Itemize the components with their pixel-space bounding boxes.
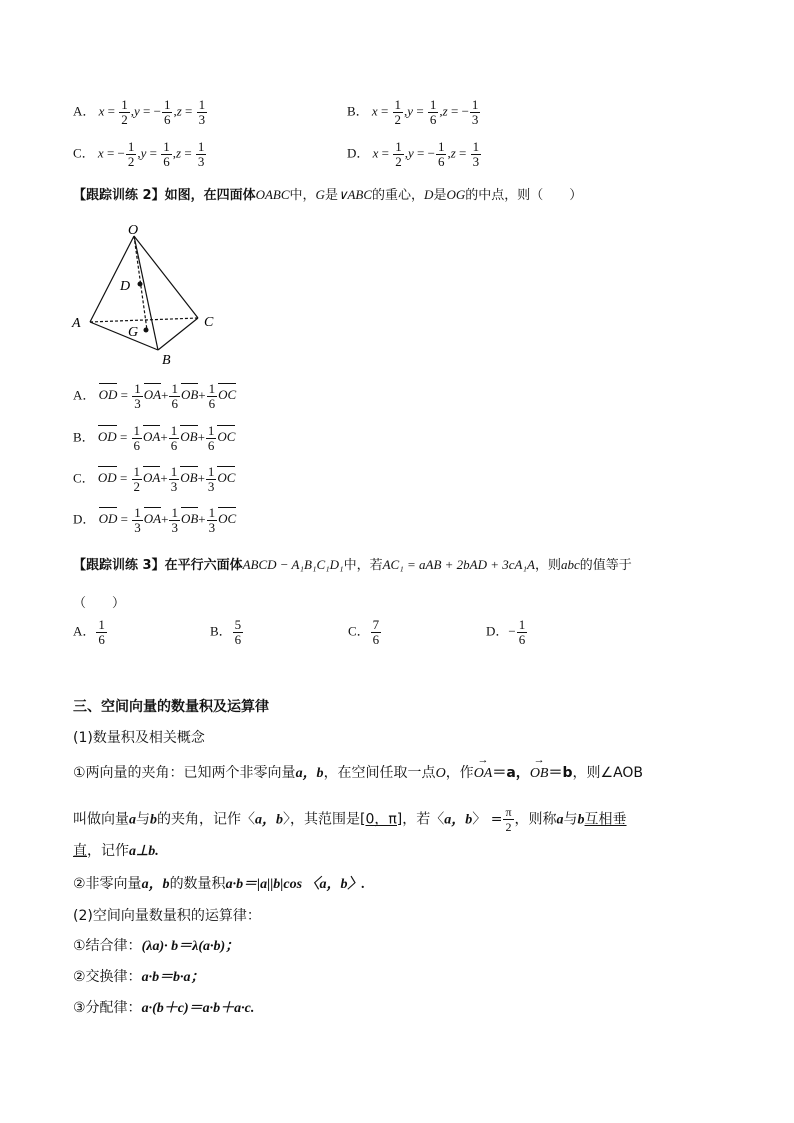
training3-paren: （ ） [73,596,126,611]
label-c: C [204,315,214,330]
q1-option-c[interactable]: C． x = − $\frac{1}{2}$ ,y = $\frac{1}{6}$ ,z = $\frac{1}{3}$ [73,139,205,169]
tetrahedron-figure [68,222,228,367]
label-b: B [162,353,171,367]
associative-law: ①结合律：(λa)· b＝λ(a·b)； [73,938,240,954]
t2-option-d[interactable]: D． OD = $\frac{1}{3}$ OA+ $\frac{1}{3}$ OB+ $\frac{1}{3}$ OC [73,505,237,535]
point-g [144,328,149,333]
training2-question: 【跟踪训练 2】如图，在四面体OABC中，G是∨ABC的重心，D是OG的中点，则（ ） [73,187,583,203]
angle-definition-line3: 直，记作a⊥b. [73,843,159,859]
subsection-2: (2)空间向量数量积的运算律： [73,908,261,924]
angle-definition-line2: 叫做向量a与b的夹角，记作〈a，b〉，其范围是[0，π]，若〈a，b〉 = $\frac{\pi}{2}$ ，则称a与b互相垂 [73,805,627,834]
dot-product-definition: ②非零向量a，b的数量积a·b＝|a||b|cos 〈a，b〉. [73,876,366,892]
t3-option-c[interactable]: C． $\frac{7}{6}$ [348,617,380,647]
t3-option-a[interactable]: A． $\frac{1}{6}$ [73,617,105,647]
angle-definition-line1: ①两向量的夹角：已知两个非零向量a，b，在空间任取一点O，作→ OA＝a，→ OB＝b，则∠AOB [73,762,643,782]
t3-option-b[interactable]: B． $\frac{5}{6}$ [210,617,242,647]
t3-option-d[interactable]: D．− $\frac{1}{6}$ [486,617,526,647]
t2-option-c[interactable]: C． OD = $\frac{1}{2}$ OA+ $\frac{1}{3}$ OB+ $\frac{1}{3}$ OC [73,464,236,494]
q1-option-d[interactable]: D． x = $\frac{1}{2}$ ,y = − $\frac{1}{6}$ ,z = $\frac{1}{3}$ [347,139,480,169]
distributive-law: ③分配律：a·(b＋c)＝a·b＋a·c. [73,1000,255,1016]
q1-option-a[interactable]: A． x = $\frac{1}{2}$ ,y = − $\frac{1}{6}$ ,z = $\frac{1}{3}$ [73,97,206,127]
label-a: A [72,316,81,331]
q1-option-b[interactable]: B． x = $\frac{1}{2}$ ,y = $\frac{1}{6}$ ,z = − $\frac{1}{3}$ [347,97,479,127]
label-d: D [120,279,131,294]
subsection-1: (1)数量积及相关概念 [73,730,205,746]
training3-question: 【跟踪训练 3】在平行六面体ABCD − A₁B₁C₁D₁中，若AC₁ = aAB + 2bAD + 3cA₁A，则abc的值等于 [73,557,632,573]
label-g: G [128,325,139,340]
section-title: 三、空间向量的数量积及运算律 [73,699,269,715]
commutative-law: ②交换律：a·b＝b·a； [73,969,205,985]
label-o: O [128,223,139,238]
point-d [138,282,143,287]
t2-option-a[interactable]: A． OD = $\frac{1}{3}$ OA+ $\frac{1}{6}$ OB+ $\frac{1}{6}$ OC [73,381,237,411]
t2-option-b[interactable]: B． OD = $\frac{1}{6}$ OA+ $\frac{1}{6}$ OB+ $\frac{1}{6}$ OC [73,423,236,453]
